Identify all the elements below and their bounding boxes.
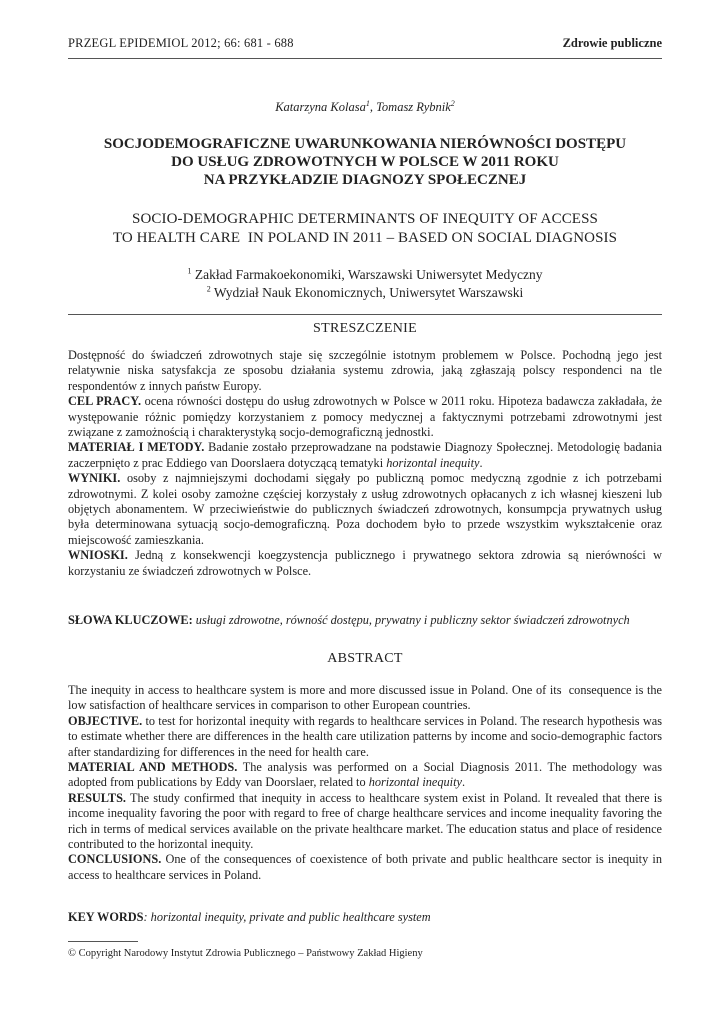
affiliation-marker: 1	[187, 266, 192, 276]
paragraph-text: .	[479, 455, 483, 470]
title-line: SOCJODEMOGRAFICZNE UWARUNKOWANIA NIERÓWNOŚCI DOSTĘPU	[103, 136, 627, 152]
section-divider	[68, 314, 662, 315]
keywords-label: KEY WORDS	[68, 910, 144, 924]
affiliation-marker: 2	[450, 98, 455, 108]
author-name: Katarzyna Kolasa	[275, 100, 366, 114]
abstract-paragraph	[68, 471, 662, 548]
affiliation-marker: 1	[365, 98, 370, 108]
running-header	[68, 36, 662, 51]
paragraph-label: WYNIKI.	[68, 471, 121, 486]
paragraph-label: RESULTS.	[68, 790, 126, 805]
abstract-paragraph	[68, 852, 662, 883]
author-name: Tomasz Rybnik	[376, 100, 451, 114]
paragraph-label: CONCLUSIONS.	[68, 852, 162, 867]
paragraph-text: to test for horizontal inequity with regards to healthcare services in Poland. The research hypothesis was to estimate whether there are differences in the health care utilization patterns by income and socio-demographic factors after standardizing for differences in the need for health care.	[68, 713, 662, 759]
paragraph-label: WNIOSKI.	[68, 548, 128, 563]
paragraph-text: One of the consequences of coexistence of both private and public healthcare sector is inequity in access to healthcare services in Poland.	[68, 852, 662, 882]
abstract-heading: ABSTRACT	[327, 651, 403, 666]
keywords-text: : horizontal inequity, private and public healthcare system	[143, 910, 431, 924]
streszczenie-body	[68, 348, 662, 579]
affiliation-marker: 2	[206, 284, 211, 294]
title-english	[68, 210, 662, 248]
abstract-paragraph	[68, 440, 662, 471]
journal-citation: PRZEGL EPIDEMIOL 2012; 66: 681 - 688	[68, 36, 294, 50]
abstract-paragraph	[68, 394, 662, 440]
section-name: Zdrowie publiczne	[562, 36, 662, 50]
streszczenie-heading: STRESZCZENIE	[313, 321, 417, 336]
abstract-paragraph	[68, 791, 662, 853]
abstract-paragraph	[68, 548, 662, 579]
paragraph-text: osoby z najmniejszymi dochodami sięgały po publiczną pomoc medyczną zgodnie z ich potrzebami zdrowotnymi. Z kolei osoby zamożne częściej korzystały z usług zdrowotnych opłacanych z ich własnej kieszeni lub objętych abonamentem. W przeciwieństwie do publicznych świadczeń zdrowotnych, konsumpcja prywatnych usług była determinowana sytuacją socjo-demograficzną. Poza dochodem było to przede wszystkim wykształcenie oraz miejscowość zamieszkania.	[68, 471, 662, 547]
paragraph-text: The study confirmed that inequity in access to healthcare system exist in Poland. It revealed that there is income inequality favoring the poor with regard to free of charge healthcare services and income inequality favoring the rich in terms of medical services available on the private healthcare market. The education status and place of residence contributed to the horizontal inequity.	[68, 790, 662, 852]
affiliation	[68, 284, 662, 302]
paragraph-italic: horizontal inequity	[386, 455, 480, 470]
title-polish	[68, 135, 662, 189]
title-line: DO USŁUG ZDROWOTNYCH W POLSCE W 2011 ROKU	[171, 154, 559, 170]
abstract-body	[68, 683, 666, 883]
title-line: NA PRZYKŁADZIE DIAGNOZY SPOŁECZNEJ	[203, 172, 527, 188]
copyright-footnote: © Copyright Narodowy Instytut Zdrowia Publicznego – Państwowy Zakład Higieny	[68, 948, 423, 959]
keywords-text: usługi zdrowotne, równość dostępu, prywatny i publiczny sektor świadczeń zdrowotnych	[192, 613, 630, 627]
paragraph-italic: horizontal inequity	[368, 775, 462, 790]
affiliation-text: Wydział Nauk Ekonomicznych, Uniwersytet Warszawski	[213, 285, 524, 300]
paragraph-text: Badanie zostało przeprowadzane na podstawie Diagnozy Społecznej. Metodologię badania zaczerpnięto z prac Eddiego van Doorslaera dotyczącą tematyki	[68, 440, 662, 470]
paragraph-label: CEL PRACY.	[68, 394, 142, 409]
keywords-english	[68, 910, 662, 925]
abstract-paragraph: The inequity in access to healthcare system is more and more discussed issue in Poland. One of its consequence is the low satisfaction of healthcare services in comparison to other European countries.	[68, 683, 666, 713]
paragraph-text: The analysis was performed on a Social Diagnosis 2011. The methodology was adopted from publications by Eddy van Doorslaer, related to	[68, 760, 663, 790]
paragraph-text: .	[461, 775, 466, 790]
paragraph-label: OBJECTIVE.	[68, 713, 143, 728]
keywords-label: SŁOWA KLUCZOWE:	[68, 613, 193, 627]
title-line: TO HEALTH CARE IN POLAND IN 2011 – BASED ON SOCIAL DIAGNOSIS	[112, 230, 618, 246]
paragraph-text: ocena równości dostępu do usług zdrowotnych w Polsce w 2011 roku. Hipoteza badawcza zakładała, że występowanie różnic pomiędzy korzystaniem z pomocy medycznej a faktycznymi potrzebami zdrowotnymi jest związane z zamożnością i charakterystyką socjo-demograficzną jednostki.	[68, 394, 662, 440]
affiliation-text: Zakład Farmakoekonomiki, Warszawski Uniwersytet Medyczny	[194, 267, 543, 282]
abstract-paragraph: Dostępność do świadczeń zdrowotnych staje się szczególnie istotnym problemem w Polsce. Pochodną jego jest relatywnie niska satysfakcja ze sposobu działania systemu zdrowia, jaką zgłaszają polscy respondenci na tle respondentów z innych państw Europy.	[68, 348, 662, 393]
title-line: SOCIO-DEMOGRAPHIC DETERMINANTS OF INEQUITY OF ACCESS	[132, 211, 598, 227]
author-line	[68, 100, 662, 115]
paragraph-text: Jedną z konsekwencji koegzystencja publicznego i prywatnego sektora zdrowia są nierówności w korzystaniu ze świadczeń zdrowotnych w Polsce.	[68, 548, 662, 578]
footnote-divider	[68, 941, 138, 942]
header-divider	[68, 58, 662, 59]
abstract-paragraph	[68, 714, 662, 760]
affiliations	[68, 266, 662, 302]
paragraph-label: MATERIAL AND METHODS.	[68, 760, 238, 775]
affiliation	[68, 266, 662, 284]
paragraph-label: MATERIAŁ I METODY.	[68, 440, 205, 455]
abstract-paragraph	[68, 760, 662, 791]
author-separator: ,	[369, 100, 377, 114]
keywords-polish	[68, 613, 662, 628]
